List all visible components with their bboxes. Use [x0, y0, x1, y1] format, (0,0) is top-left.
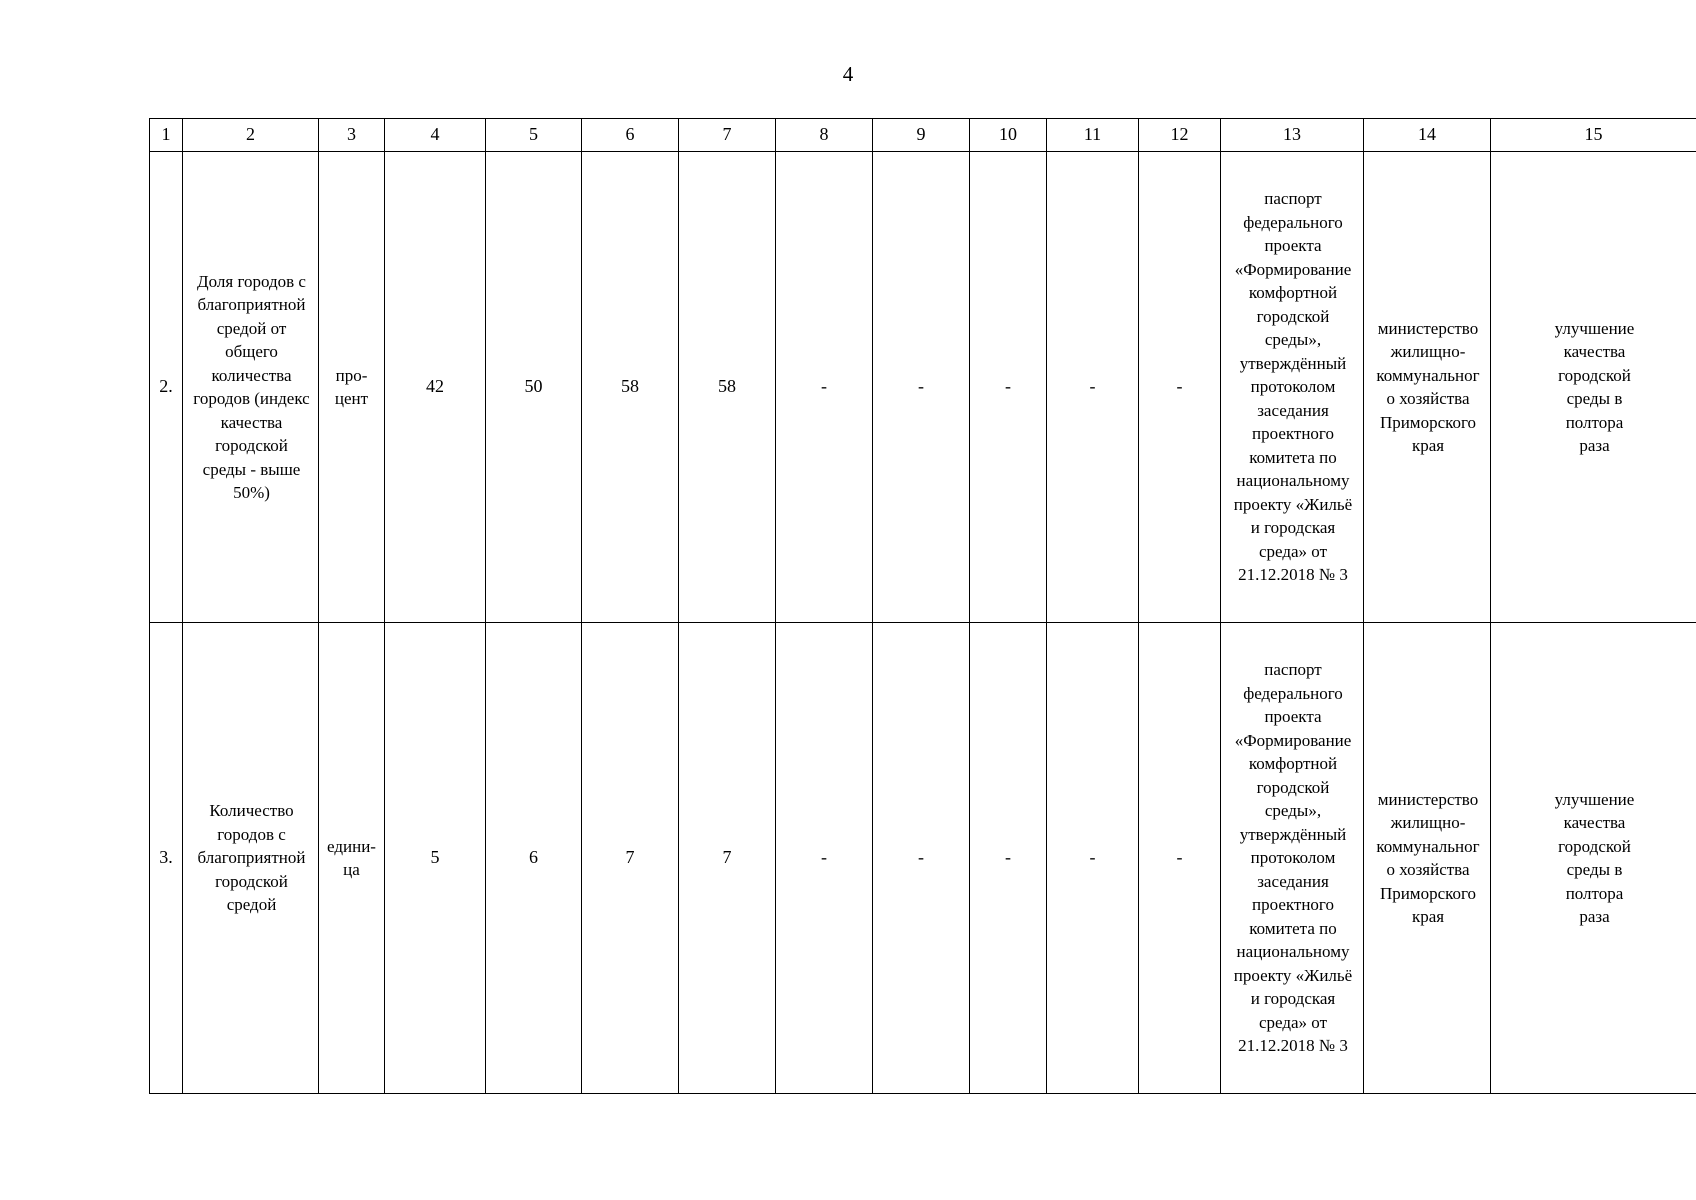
unit-cell: про- цент [319, 152, 385, 623]
table-row [150, 152, 1696, 623]
source-document: паспорт федерального проекта «Формирование комфортной городской среды», утверждённый протоколом заседания проектного комитета по национальному проекту «Жильё и городская среда» от 21.12.2018 № 3 [1221, 152, 1364, 623]
value-col-5: 6 [486, 623, 582, 1094]
column-header: 4 [385, 119, 486, 152]
value-col-12: - [1139, 152, 1221, 623]
column-header: 6 [582, 119, 679, 152]
column-header: 11 [1047, 119, 1139, 152]
expected-result: улучшение качества городской среды в полтора раза [1491, 152, 1696, 623]
source-document: паспорт федерального проекта «Формирование комфортной городской среды», утверждённый протоколом заседания проектного комитета по национальному проекту «Жильё и городская среда» от 21.12.2018 № 3 [1221, 623, 1364, 1094]
column-header: 8 [776, 119, 873, 152]
responsible-body: министерство жилищно- коммунальног о хозяйства Приморского края [1364, 623, 1491, 1094]
table-row [150, 623, 1696, 1094]
column-header: 14 [1364, 119, 1491, 152]
value-col-5: 50 [486, 152, 582, 623]
value-col-11: - [1047, 152, 1139, 623]
column-header: 1 [150, 119, 183, 152]
value-col-7: 7 [679, 623, 776, 1094]
column-header: 15 [1491, 119, 1696, 152]
row-number: 2. [150, 152, 183, 623]
value-col-9: - [873, 152, 970, 623]
value-col-9: - [873, 623, 970, 1094]
column-header: 13 [1221, 119, 1364, 152]
value-col-8: - [776, 152, 873, 623]
column-header: 10 [970, 119, 1047, 152]
value-col-12: - [1139, 623, 1221, 1094]
value-col-6: 7 [582, 623, 679, 1094]
value-col-4: 5 [385, 623, 486, 1094]
column-header: 2 [183, 119, 319, 152]
column-header: 12 [1139, 119, 1221, 152]
column-header: 9 [873, 119, 970, 152]
value-col-4: 42 [385, 152, 486, 623]
column-header: 5 [486, 119, 582, 152]
indicator-name: Количество городов с благоприятной городской средой [183, 623, 319, 1094]
expected-result: улучшение качества городской среды в полтора раза [1491, 623, 1696, 1094]
row-number: 3. [150, 623, 183, 1094]
value-col-6: 58 [582, 152, 679, 623]
value-col-8: - [776, 623, 873, 1094]
value-col-7: 58 [679, 152, 776, 623]
responsible-body: министерство жилищно- коммунальног о хозяйства Приморского края [1364, 152, 1491, 623]
unit-cell: едини- ца [319, 623, 385, 1094]
column-header: 3 [319, 119, 385, 152]
value-col-11: - [1047, 623, 1139, 1094]
indicators-table [149, 118, 1696, 1094]
column-header: 7 [679, 119, 776, 152]
page-number: 4 [842, 62, 854, 86]
value-col-10: - [970, 152, 1047, 623]
table-header-row [150, 119, 1696, 152]
indicator-name: Доля городов с благоприятной средой от общего количества городов (индекс качества городской среды - выше 50%) [183, 152, 319, 623]
value-col-10: - [970, 623, 1047, 1094]
